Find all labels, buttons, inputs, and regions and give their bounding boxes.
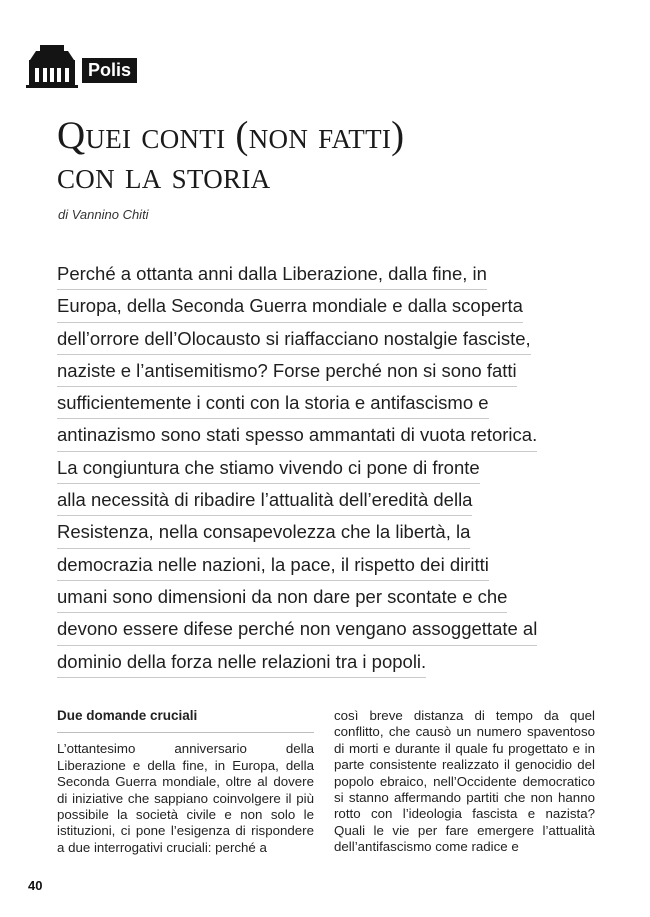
lead-line: umani sono dimensioni da non dare per scontate e che — [57, 581, 507, 613]
building-columns-icon — [26, 44, 78, 88]
lead-line: naziste e l’antisemitismo? Forse perché non si sono fatti — [57, 355, 517, 387]
article-title — [57, 116, 617, 196]
body-paragraph: così breve distanza di tempo da quel conflitto, che causò un numero spaventoso di morti e durante il quale fu progettato e in parte consistente realizzato il genocidio del popolo ebraico, nell’Occidente democratico si stanno affermando partiti che non hanno rotto con l’ideologia fascista e nazista? Quali le vie per fare emergere l’attualità dell’antifascismo come radice e — [334, 708, 595, 855]
body-column-left — [57, 708, 314, 856]
lead-line: antinazismo sono stati spesso ammantati di vuota retorica. — [57, 419, 537, 451]
title-line: Quei conti (non fatti) — [57, 114, 405, 157]
page-number: 40 — [28, 878, 43, 893]
body-column-right — [334, 708, 595, 856]
title-line: con la storia — [57, 154, 271, 197]
lead-line: sufficientemente i conti con la storia e antifascismo e — [57, 387, 489, 419]
body-paragraph: L’ottantesimo anniversario della Liberazione e della fine, in Europa, della Seconda Guerra mondiale, oltre al dovere di iniziative che sappiano coinvolgere il più possibile la società civile e non solo le istituzioni, ci pone l’esigenza di rispondere a due interrogativi cruciali: perché a — [57, 741, 314, 855]
article-author: di Vannino Chiti — [58, 207, 149, 222]
subheading: Due domande cruciali — [57, 708, 314, 733]
lead-line: La congiuntura che stiamo vivendo ci pone di fronte — [57, 452, 480, 484]
section-label: Polis — [82, 58, 137, 83]
lead-line: Resistenza, nella consapevolezza che la libertà, la — [57, 516, 470, 548]
lead-line: alla necessità di ribadire l’attualità dell’eredità della — [57, 484, 472, 516]
section-header — [26, 42, 137, 88]
lead-line: Perché a ottanta anni dalla Liberazione, dalla fine, in — [57, 258, 487, 290]
lead-line: democrazia nelle nazioni, la pace, il rispetto dei diritti — [57, 549, 489, 581]
lead-line: dell’orrore dell’Olocausto si riaffacciano nostalgie fasciste, — [57, 323, 531, 355]
lead-line: devono essere difese perché non vengano assoggettate al — [57, 613, 537, 645]
lead-line: Europa, della Seconda Guerra mondiale e dalla scoperta — [57, 290, 523, 322]
lead-line: dominio della forza nelle relazioni tra i popoli. — [57, 646, 426, 678]
lead-paragraph — [57, 258, 557, 678]
